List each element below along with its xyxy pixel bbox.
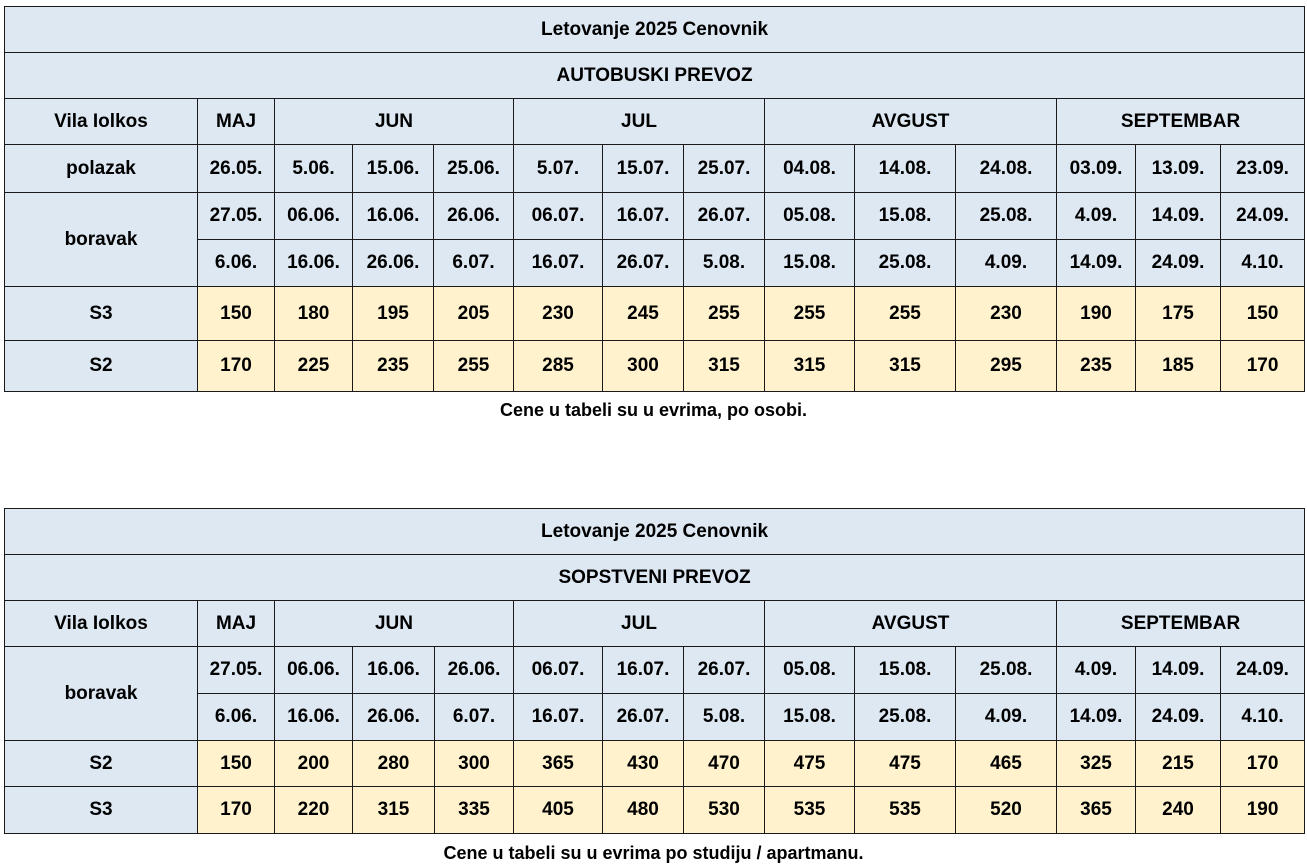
price-cell: 530: [684, 787, 765, 834]
price-cell: 150: [198, 287, 275, 341]
price-cell: 325: [1057, 741, 1136, 787]
price-cell: 255: [855, 287, 956, 341]
date-cell: 4.09.: [1057, 647, 1136, 694]
price-cell: 190: [1221, 787, 1305, 834]
price-row: [5, 287, 1305, 341]
price-cell: 315: [684, 341, 765, 392]
boravak-from-row: [5, 647, 1305, 694]
price-cell: 230: [514, 287, 603, 341]
date-cell: 14.09.: [1057, 694, 1136, 741]
month-header-septembar: SEPTEMBAR: [1057, 99, 1305, 145]
month-header-avgust: AVGUST: [765, 601, 1057, 647]
row-label-boravak: boravak: [5, 647, 198, 741]
date-cell: 25.06.: [434, 145, 514, 193]
date-cell: 5.08.: [684, 694, 765, 741]
price-cell: 535: [855, 787, 956, 834]
date-cell: 13.09.: [1136, 145, 1221, 193]
month-header-jun: JUN: [275, 601, 514, 647]
price-cell: 255: [434, 341, 514, 392]
room-type-label: S2: [5, 341, 198, 392]
price-cell: 170: [198, 341, 275, 392]
date-cell: 26.06.: [434, 193, 514, 240]
price-cell: 175: [1136, 287, 1221, 341]
date-cell: 24.08.: [956, 145, 1057, 193]
price-cell: 300: [435, 741, 514, 787]
date-cell: 26.06.: [435, 647, 514, 694]
date-cell: 25.08.: [956, 647, 1057, 694]
price-row: [5, 741, 1305, 787]
date-cell: 15.06.: [353, 145, 434, 193]
price-note: Cene u tabeli su u evrima po studiju / apartmanu.: [443, 843, 864, 863]
date-cell: 24.09.: [1136, 694, 1221, 741]
date-cell: 16.07.: [603, 193, 684, 240]
price-cell: 185: [1136, 341, 1221, 392]
price-row: [5, 341, 1305, 392]
boravak-to-row: [5, 694, 1305, 741]
price-cell: 200: [275, 741, 353, 787]
date-cell: 15.08.: [765, 240, 855, 287]
date-cell: 05.08.: [765, 647, 855, 694]
price-row: [5, 787, 1305, 834]
price-cell: 240: [1136, 787, 1221, 834]
price-cell: 245: [603, 287, 684, 341]
boravak-from-row: [5, 193, 1305, 240]
date-cell: 15.08.: [855, 647, 956, 694]
polazak-row: [5, 145, 1305, 193]
price-cell: 405: [514, 787, 603, 834]
date-cell: 6.07.: [434, 240, 514, 287]
date-cell: 25.08.: [956, 193, 1057, 240]
price-note: Cene u tabeli su u evrima, po osobi.: [499, 400, 808, 420]
price-cell: 315: [765, 341, 855, 392]
date-cell: 16.06.: [275, 694, 353, 741]
price-cell: 520: [956, 787, 1057, 834]
transport-type-heading: AUTOBUSKI PREVOZ: [5, 53, 1305, 99]
date-cell: 4.09.: [956, 240, 1057, 287]
boravak-to-row: [5, 240, 1305, 287]
date-cell: 26.07.: [603, 240, 684, 287]
price-cell: 285: [514, 341, 603, 392]
date-cell: 14.09.: [1136, 647, 1221, 694]
date-cell: 5.08.: [684, 240, 765, 287]
date-cell: 4.09.: [956, 694, 1057, 741]
price-cell: 315: [353, 787, 435, 834]
price-cell: 170: [1221, 341, 1305, 392]
date-cell: 6.06.: [198, 240, 275, 287]
date-cell: 24.09.: [1221, 647, 1305, 694]
villa-name: Vila Iolkos: [5, 99, 198, 145]
date-cell: 23.09.: [1221, 145, 1305, 193]
date-cell: 06.07.: [514, 647, 603, 694]
price-cell: 365: [514, 741, 603, 787]
date-cell: 06.07.: [514, 193, 603, 240]
price-cell: 170: [1221, 741, 1305, 787]
date-cell: 6.06.: [198, 694, 275, 741]
date-cell: 4.10.: [1221, 240, 1305, 287]
price-cell: 255: [684, 287, 765, 341]
date-cell: 26.07.: [603, 694, 684, 741]
date-cell: 4.09.: [1057, 193, 1136, 240]
price-cell: 430: [603, 741, 684, 787]
date-cell: 24.09.: [1136, 240, 1221, 287]
date-cell: 15.08.: [765, 694, 855, 741]
price-cell: 205: [434, 287, 514, 341]
room-type-label: S3: [5, 787, 198, 834]
date-cell: 16.07.: [514, 694, 603, 741]
price-cell: 465: [956, 741, 1057, 787]
date-cell: 27.05.: [198, 647, 275, 694]
price-table-bus: [4, 6, 1305, 392]
price-cell: 220: [275, 787, 353, 834]
price-cell: 315: [855, 341, 956, 392]
month-header-jul: JUL: [514, 99, 765, 145]
month-header-jul: JUL: [514, 601, 765, 647]
date-cell: 06.06.: [275, 647, 353, 694]
date-cell: 16.07.: [514, 240, 603, 287]
price-cell: 180: [275, 287, 353, 341]
price-cell: 190: [1057, 287, 1136, 341]
date-cell: 25.07.: [684, 145, 765, 193]
date-cell: 26.07.: [684, 647, 765, 694]
date-cell: 24.09.: [1221, 193, 1305, 240]
date-cell: 14.09.: [1057, 240, 1136, 287]
date-cell: 04.08.: [765, 145, 855, 193]
price-cell: 230: [956, 287, 1057, 341]
villa-name: Vila Iolkos: [5, 601, 198, 647]
price-cell: 255: [765, 287, 855, 341]
price-cell: 235: [1057, 341, 1136, 392]
month-header-avgust: AVGUST: [765, 99, 1057, 145]
month-header-jun: JUN: [275, 99, 514, 145]
price-cell: 150: [1221, 287, 1305, 341]
date-cell: 14.08.: [855, 145, 956, 193]
price-cell: 335: [435, 787, 514, 834]
date-cell: 5.07.: [514, 145, 603, 193]
date-cell: 27.05.: [198, 193, 275, 240]
date-cell: 14.09.: [1136, 193, 1221, 240]
price-cell: 480: [603, 787, 684, 834]
price-cell: 470: [684, 741, 765, 787]
date-cell: 06.06.: [275, 193, 353, 240]
date-cell: 6.07.: [435, 694, 514, 741]
price-cell: 535: [765, 787, 855, 834]
price-cell: 365: [1057, 787, 1136, 834]
room-type-label: S2: [5, 741, 198, 787]
date-cell: 05.08.: [765, 193, 855, 240]
table-title: Letovanje 2025 Cenovnik: [5, 509, 1305, 555]
date-cell: 4.10.: [1221, 694, 1305, 741]
date-cell: 26.07.: [684, 193, 765, 240]
date-cell: 15.07.: [603, 145, 684, 193]
price-cell: 215: [1136, 741, 1221, 787]
price-cell: 225: [275, 341, 353, 392]
price-cell: 300: [603, 341, 684, 392]
price-cell: 280: [353, 741, 435, 787]
date-cell: 26.06.: [353, 240, 434, 287]
price-cell: 195: [353, 287, 434, 341]
date-cell: 26.06.: [353, 694, 435, 741]
date-cell: 16.07.: [603, 647, 684, 694]
date-cell: 25.08.: [855, 240, 956, 287]
date-cell: 16.06.: [353, 647, 435, 694]
date-cell: 25.08.: [855, 694, 956, 741]
row-label-boravak: boravak: [5, 193, 198, 287]
room-type-label: S3: [5, 287, 198, 341]
transport-type-heading: SOPSTVENI PREVOZ: [5, 555, 1305, 601]
table-title: Letovanje 2025 Cenovnik: [5, 7, 1305, 53]
month-header-maj: MAJ: [198, 99, 275, 145]
price-cell: 295: [956, 341, 1057, 392]
price-cell: 475: [765, 741, 855, 787]
date-cell: 5.06.: [275, 145, 353, 193]
row-label-polazak: polazak: [5, 145, 198, 193]
month-header-maj: MAJ: [198, 601, 275, 647]
price-cell: 475: [855, 741, 956, 787]
price-cell: 170: [198, 787, 275, 834]
price-cell: 235: [353, 341, 434, 392]
price-cell: 150: [198, 741, 275, 787]
price-table-own-transport: [4, 508, 1305, 834]
date-cell: 26.05.: [198, 145, 275, 193]
date-cell: 16.06.: [353, 193, 434, 240]
month-header-septembar: SEPTEMBAR: [1057, 601, 1305, 647]
date-cell: 16.06.: [275, 240, 353, 287]
date-cell: 03.09.: [1057, 145, 1136, 193]
date-cell: 15.08.: [855, 193, 956, 240]
